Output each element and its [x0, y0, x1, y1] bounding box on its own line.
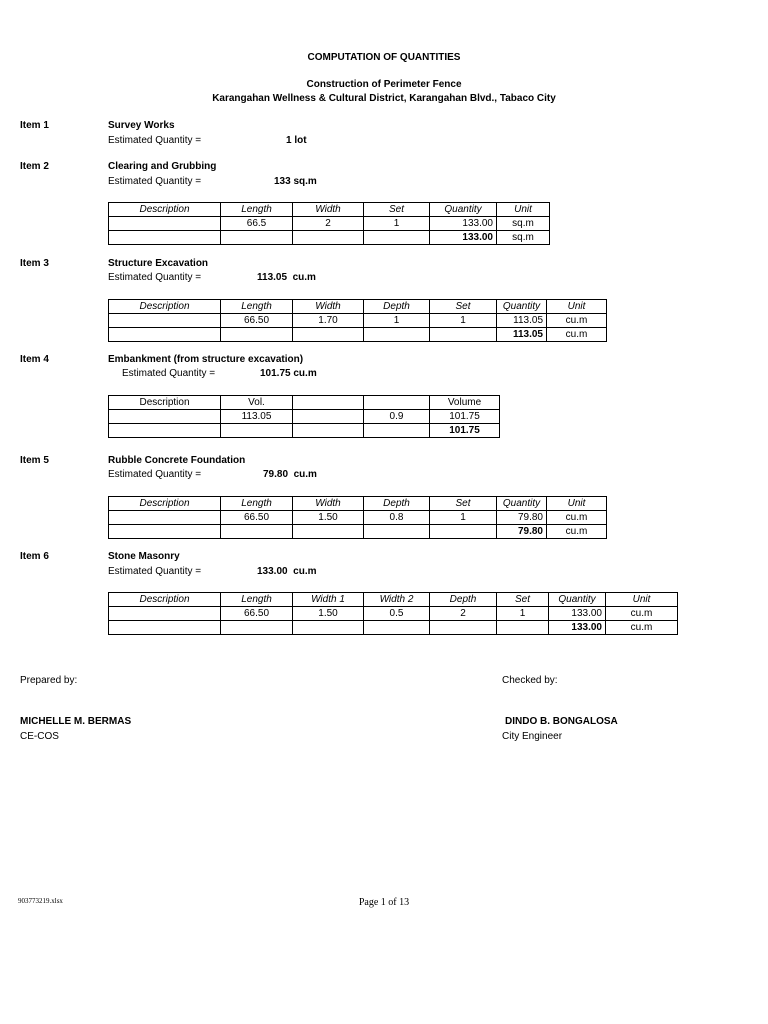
- table-cell: 66.50: [221, 314, 293, 328]
- item-4-est-value: 101.75 cu.m: [260, 368, 317, 379]
- col-header: Width: [293, 203, 364, 217]
- table-cell: [364, 621, 430, 635]
- item-1-label: Item 1: [20, 120, 49, 131]
- item-4-name: Embankment (from structure excavation): [108, 354, 304, 365]
- table-cell: [293, 410, 364, 424]
- col-header: Quantity: [549, 593, 606, 607]
- table-cell: [221, 328, 293, 342]
- table-cell: [221, 424, 293, 438]
- col-header: Depth: [364, 300, 430, 314]
- prepared-by-name: MICHELLE M. BERMAS: [20, 716, 132, 727]
- table-cell: [109, 424, 221, 438]
- table-cell: 101.75: [430, 410, 500, 424]
- col-header: Length: [221, 300, 293, 314]
- table-cell: 1: [364, 314, 430, 328]
- table-cell: 133.00: [430, 217, 497, 231]
- table-cell: [497, 621, 549, 635]
- col-header: Set: [497, 593, 549, 607]
- item-1-est-label: Estimated Quantity =: [108, 135, 202, 146]
- table-cell: [109, 217, 221, 231]
- table-cell: 2: [430, 607, 497, 621]
- document-title: COMPUTATION OF QUANTITIES: [307, 52, 461, 63]
- item-6-table: [108, 592, 678, 635]
- item-5-est-value: 79.80 cu.m: [263, 469, 317, 480]
- table-cell: [293, 621, 364, 635]
- col-header: Vol.: [221, 396, 293, 410]
- table-cell: cu.m: [547, 525, 607, 539]
- item-6-est-value: 133.00 cu.m: [257, 566, 317, 577]
- table-cell: [109, 314, 221, 328]
- table-total: 113.05: [497, 328, 547, 342]
- table-cell: 1.50: [293, 607, 364, 621]
- table-total-row: [109, 328, 607, 342]
- table-header-row: [109, 203, 550, 217]
- item-6-label: Item 6: [20, 551, 49, 562]
- table-cell: 1.70: [293, 314, 364, 328]
- table-cell: [109, 231, 221, 245]
- table-total-row: [109, 525, 607, 539]
- col-header: Width: [293, 300, 364, 314]
- col-header: Set: [430, 497, 497, 511]
- table-cell: 113.05: [221, 410, 293, 424]
- table-cell: [293, 525, 364, 539]
- table-total-row: [109, 424, 500, 438]
- table-total: 133.00: [430, 231, 497, 245]
- table-header-row: [109, 300, 607, 314]
- checked-by-label: Checked by:: [502, 675, 558, 686]
- table-cell: sq.m: [497, 231, 550, 245]
- col-header: Depth: [430, 593, 497, 607]
- table-total: 101.75: [430, 424, 500, 438]
- table-cell: cu.m: [606, 607, 678, 621]
- item-2-est-label: Estimated Quantity =: [108, 176, 202, 187]
- col-header: Unit: [547, 300, 607, 314]
- col-header: Quantity: [430, 203, 497, 217]
- table-cell: 0.5: [364, 607, 430, 621]
- col-header: Description: [109, 593, 221, 607]
- table-header-row: [109, 593, 678, 607]
- table-row: [109, 607, 678, 621]
- table-cell: 1: [497, 607, 549, 621]
- item-4-label: Item 4: [20, 354, 49, 365]
- table-cell: 1: [430, 314, 497, 328]
- item-6-name: Stone Masonry: [108, 551, 180, 562]
- table-cell: 1.50: [293, 511, 364, 525]
- table-cell: [430, 621, 497, 635]
- col-header: Quantity: [497, 300, 547, 314]
- col-header: Description: [109, 497, 221, 511]
- item-3-table: [108, 299, 607, 342]
- table-cell: cu.m: [547, 314, 607, 328]
- table-cell: 113.05: [497, 314, 547, 328]
- col-header: Length: [221, 593, 293, 607]
- item-5-est-label: Estimated Quantity =: [108, 469, 202, 480]
- table-cell: [430, 328, 497, 342]
- table-cell: [364, 328, 430, 342]
- item-5-label: Item 5: [20, 455, 49, 466]
- table-cell: [109, 328, 221, 342]
- item-2-name: Clearing and Grubbing: [108, 161, 217, 172]
- footer-page-number: Page 1 of 13: [358, 897, 410, 908]
- prepared-by-label: Prepared by:: [20, 675, 78, 686]
- table-cell: 0.9: [364, 410, 430, 424]
- item-1-est-value: 1 lot: [286, 135, 307, 146]
- table-cell: sq.m: [497, 217, 550, 231]
- table-cell: [221, 525, 293, 539]
- project-subtitle: Construction of Perimeter Fence: [306, 79, 462, 90]
- table-row: [109, 217, 550, 231]
- table-total: 79.80: [497, 525, 547, 539]
- checked-by-name: DINDO B. BONGALOSA: [505, 716, 618, 727]
- table-cell: 1: [364, 217, 430, 231]
- table-total-row: [109, 621, 678, 635]
- table-cell: 133.00: [549, 607, 606, 621]
- table-cell: [109, 410, 221, 424]
- table-row: [109, 511, 607, 525]
- item-3-label: Item 3: [20, 258, 49, 269]
- table-total: 133.00: [549, 621, 606, 635]
- table-cell: [364, 424, 430, 438]
- table-cell: [109, 607, 221, 621]
- item-2-est-value: 133 sq.m: [274, 176, 317, 187]
- table-cell: [221, 621, 293, 635]
- item-5-name: Rubble Concrete Foundation: [108, 455, 246, 466]
- table-cell: [109, 621, 221, 635]
- project-location: Karangahan Wellness & Cultural District, Karangahan Blvd., Tabaco City: [212, 93, 556, 104]
- table-cell: 66.50: [221, 511, 293, 525]
- table-cell: [430, 525, 497, 539]
- col-header: Set: [430, 300, 497, 314]
- table-cell: [109, 511, 221, 525]
- item-4-table: [108, 395, 500, 438]
- col-header: Unit: [606, 593, 678, 607]
- table-cell: 2: [293, 217, 364, 231]
- col-header: Unit: [497, 203, 550, 217]
- item-4-est-label: Estimated Quantity =: [122, 368, 216, 379]
- item-3-est-value: 113.05 cu.m: [257, 272, 316, 283]
- col-header: Unit: [547, 497, 607, 511]
- table-cell: [293, 328, 364, 342]
- table-cell: [364, 525, 430, 539]
- item-5-table: [108, 496, 607, 539]
- table-cell: [109, 525, 221, 539]
- table-cell: 1: [430, 511, 497, 525]
- table-cell: 79.80: [497, 511, 547, 525]
- col-header: Depth: [364, 497, 430, 511]
- col-header: Quantity: [497, 497, 547, 511]
- footer-filename: 903773219.xlsx: [18, 897, 63, 905]
- table-row: [109, 314, 607, 328]
- table-cell: cu.m: [606, 621, 678, 635]
- table-total-row: [109, 231, 550, 245]
- table-row: [109, 410, 500, 424]
- table-header-row: [109, 497, 607, 511]
- table-cell: [364, 231, 430, 245]
- col-header: Description: [109, 396, 221, 410]
- col-header: Set: [364, 203, 430, 217]
- item-3-name: Structure Excavation: [108, 258, 209, 269]
- table-cell: 0.8: [364, 511, 430, 525]
- table-cell: 66.50: [221, 607, 293, 621]
- checked-by-title: City Engineer: [502, 731, 563, 742]
- col-header: [293, 396, 364, 410]
- item-1-name: Survey Works: [108, 120, 175, 131]
- table-cell: cu.m: [547, 511, 607, 525]
- col-header: Width 2: [364, 593, 430, 607]
- table-cell: [221, 231, 293, 245]
- table-header-row: [109, 396, 500, 410]
- col-header: [364, 396, 430, 410]
- col-header: Length: [221, 497, 293, 511]
- col-header: Width: [293, 497, 364, 511]
- item-2-label: Item 2: [20, 161, 49, 172]
- table-cell: cu.m: [547, 328, 607, 342]
- table-cell: [293, 424, 364, 438]
- item-2-table: [108, 202, 550, 245]
- table-cell: [293, 231, 364, 245]
- col-header: Description: [109, 300, 221, 314]
- col-header: Description: [109, 203, 221, 217]
- col-header: Width 1: [293, 593, 364, 607]
- col-header: Volume: [430, 396, 500, 410]
- item-6-est-label: Estimated Quantity =: [108, 566, 202, 577]
- item-3-est-label: Estimated Quantity =: [108, 272, 202, 283]
- table-cell: 66.5: [221, 217, 293, 231]
- prepared-by-title: CE-COS: [20, 731, 59, 742]
- col-header: Length: [221, 203, 293, 217]
